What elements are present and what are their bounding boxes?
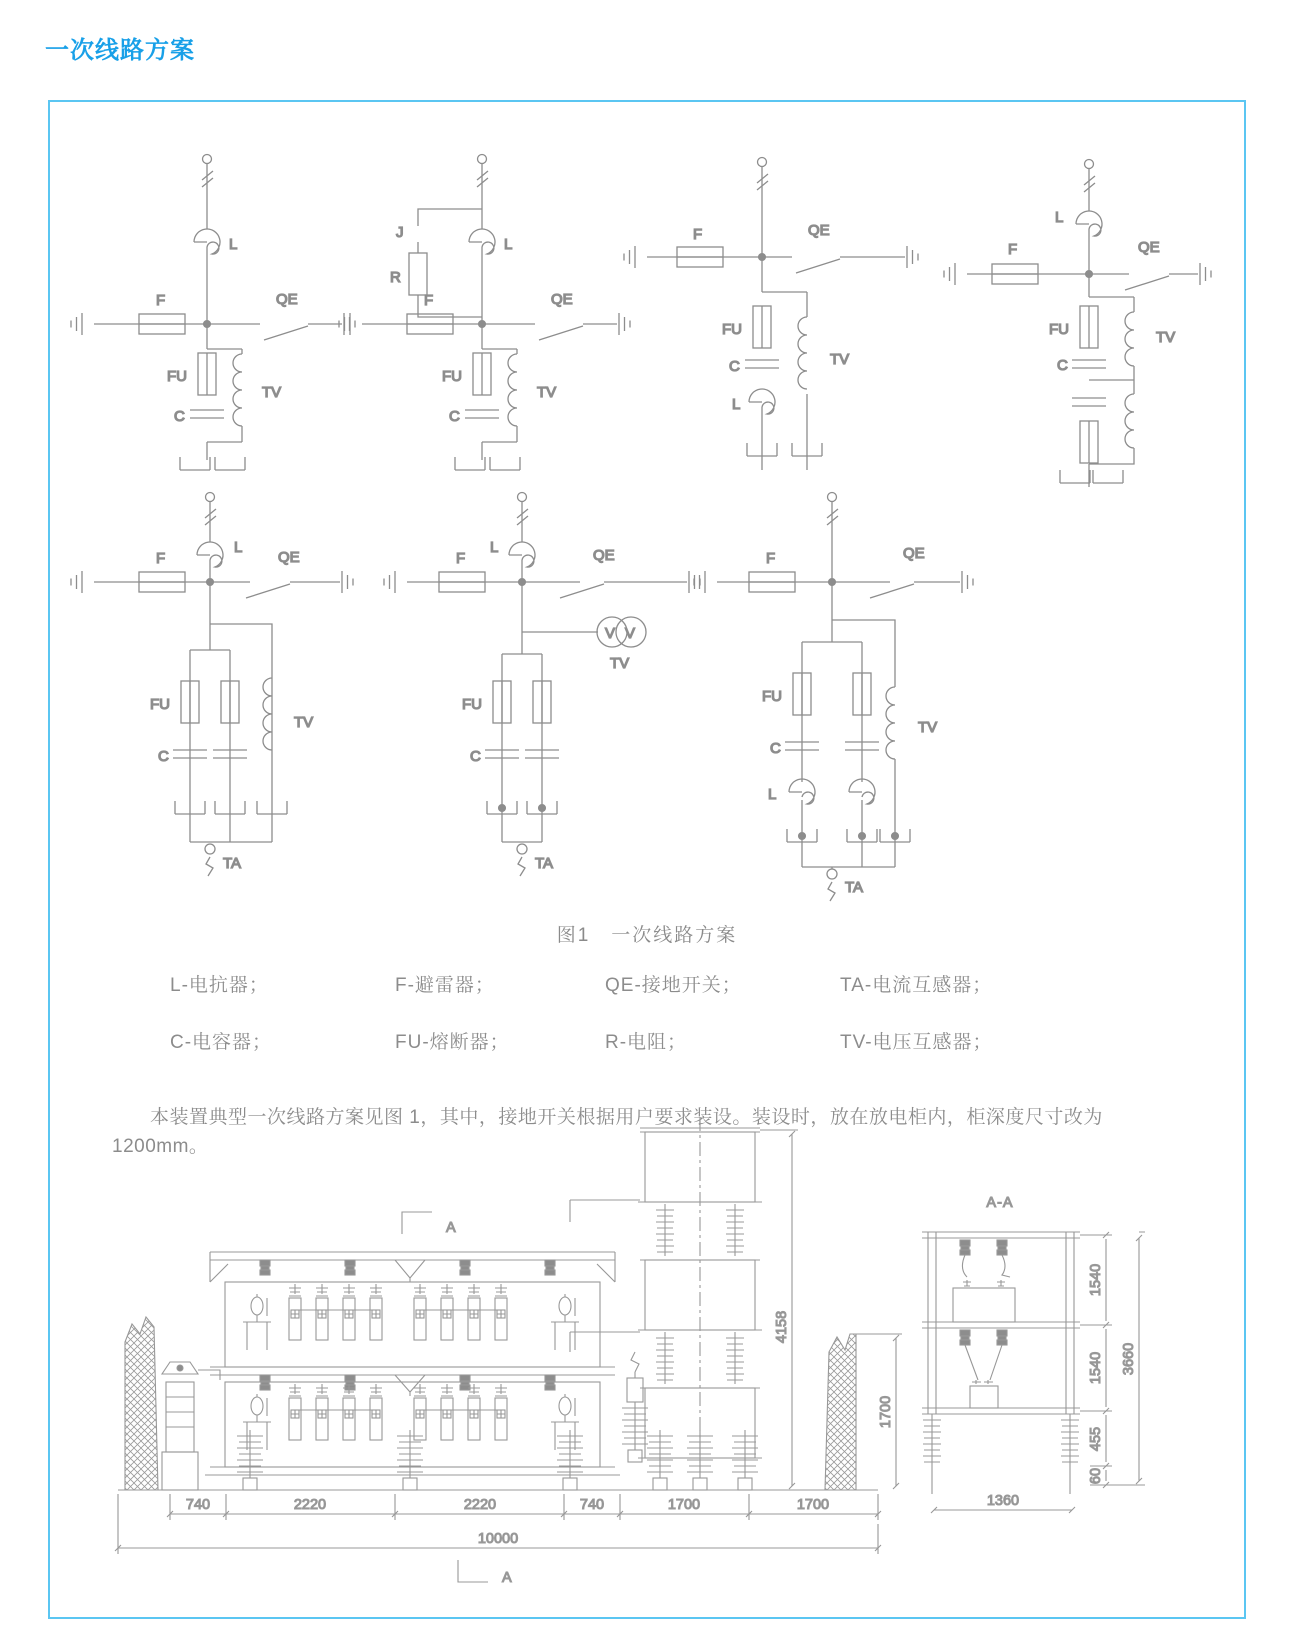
- label-FU: FU: [462, 696, 482, 713]
- dim-aa-455: 455: [1088, 1426, 1104, 1452]
- label-TA: TA: [845, 879, 864, 896]
- label-FU: FU: [167, 368, 187, 385]
- reactor-stack: [570, 1117, 762, 1490]
- label-FU: FU: [722, 321, 742, 338]
- label-C: C: [470, 748, 481, 765]
- circuit-diagram-1: [71, 155, 355, 471]
- tv-winding-v: V: [605, 625, 616, 642]
- section-view-aa: [922, 1195, 1145, 1513]
- legend-item-C: C-电容器；: [170, 1032, 273, 1053]
- legend-item-FU: FU-熔断器；: [395, 1032, 510, 1053]
- label-TA: TA: [535, 855, 554, 872]
- figure-caption: 图1 一次线路方案: [556, 925, 738, 946]
- label-TV: TV: [610, 655, 630, 672]
- label-C: C: [770, 740, 781, 757]
- dim-aa-1360: 1360: [986, 1493, 1020, 1509]
- dim-aa-60: 60: [1088, 1467, 1104, 1485]
- legend-item-QE: QE-接地开关；: [605, 975, 742, 996]
- label-L: L: [768, 786, 777, 803]
- label-F: F: [156, 292, 166, 309]
- dim-1700-a: 1700: [667, 1497, 701, 1513]
- circuit-diagram-5: [71, 493, 353, 877]
- label-L: L: [490, 539, 499, 556]
- dim-1700-b: 1700: [796, 1497, 830, 1513]
- label-QE: QE: [278, 549, 300, 566]
- label-QE: QE: [593, 547, 615, 564]
- description-paragraph: 本装置典型一次线路方案见图 1，其中，接地开关根据用户要求装设。装设时，放在放电柜内，柜深度尺寸改为 1200mm。: [112, 1107, 1103, 1158]
- dim-aa-3660: 3660: [1121, 1342, 1137, 1376]
- tv-winding-v: V: [625, 625, 636, 642]
- label-C: C: [729, 358, 740, 375]
- label-QE: QE: [808, 222, 830, 239]
- dim-740-right: 740: [579, 1497, 605, 1513]
- label-L: L: [504, 236, 513, 253]
- label-L: L: [229, 236, 238, 253]
- legend-item-F: F-避雷器；: [395, 975, 495, 996]
- circuit-diagram-7: [694, 493, 973, 902]
- left-wall: [125, 1317, 158, 1490]
- label-TV: TV: [262, 384, 282, 401]
- page-title: 一次线路方案: [45, 37, 195, 64]
- circuit-diagrams-figure: [50, 102, 1244, 902]
- label-FU: FU: [762, 688, 782, 705]
- section-view-title: A-A: [986, 1195, 1014, 1211]
- label-TV: TV: [537, 384, 557, 401]
- label-L: L: [1055, 209, 1064, 226]
- label-FU: FU: [442, 368, 462, 385]
- section-mark-bottom-label: A: [502, 1570, 512, 1586]
- label-F: F: [693, 226, 703, 243]
- legend-item-TA: TA-电流互感器；: [840, 975, 993, 996]
- label-C: C: [174, 408, 185, 425]
- installation-drawing: [50, 1112, 1244, 1602]
- dim-aa-1540-top: 1540: [1088, 1263, 1104, 1297]
- label-TV: TV: [830, 351, 850, 368]
- dim-740-left: 740: [185, 1497, 211, 1513]
- dim-wall-1700: 1700: [878, 1395, 894, 1429]
- legend-item-L: L-电抗器；: [170, 975, 269, 996]
- label-L: L: [234, 539, 243, 556]
- label-L: L: [732, 396, 741, 413]
- label-QE: QE: [276, 291, 298, 308]
- label-J: J: [396, 224, 404, 241]
- dim-height: [760, 1130, 798, 1489]
- label-C: C: [449, 408, 460, 425]
- label-TA: TA: [223, 855, 242, 872]
- post-insulator: [622, 1352, 648, 1462]
- label-F: F: [424, 292, 434, 309]
- label-F: F: [1008, 241, 1018, 258]
- section-mark-bottom: [458, 1560, 512, 1586]
- circuit-diagram-3: [624, 158, 918, 471]
- label-TV: TV: [294, 714, 314, 731]
- label-QE: QE: [551, 291, 573, 308]
- circuit-diagram-6: [384, 493, 700, 877]
- dim-2220-a: 2220: [293, 1497, 327, 1513]
- component-legend: [170, 970, 1160, 1054]
- capacitor-rack: [205, 1252, 620, 1490]
- dim-2220-b: 2220: [463, 1497, 497, 1513]
- label-QE: QE: [903, 545, 925, 562]
- label-FU: FU: [1049, 321, 1069, 338]
- dim-aa-1540-bottom: 1540: [1088, 1351, 1104, 1385]
- section-mark-top: [402, 1212, 456, 1236]
- circuit-diagram-2: [339, 155, 630, 471]
- label-F: F: [156, 550, 166, 567]
- legend-item-R: R-电阻；: [605, 1032, 688, 1053]
- label-TV: TV: [1156, 329, 1176, 346]
- dim-10000: 10000: [477, 1531, 519, 1547]
- label-C: C: [158, 748, 169, 765]
- label-F: F: [766, 550, 776, 567]
- surge-arrester-device: [162, 1362, 220, 1490]
- legend-item-TV: TV-电压互感器；: [840, 1032, 993, 1053]
- content-frame: [48, 100, 1246, 1619]
- label-QE: QE: [1138, 239, 1160, 256]
- right-wall: [825, 1334, 902, 1490]
- label-C: C: [1057, 357, 1068, 374]
- dims-bottom: [115, 1494, 881, 1554]
- section-mark-top-label: A: [446, 1220, 456, 1236]
- dim-4158: 4158: [774, 1310, 790, 1344]
- circuit-diagram-4: [944, 160, 1211, 488]
- label-TV: TV: [918, 719, 938, 736]
- label-FU: FU: [150, 696, 170, 713]
- label-F: F: [456, 550, 466, 567]
- label-R: R: [390, 269, 401, 286]
